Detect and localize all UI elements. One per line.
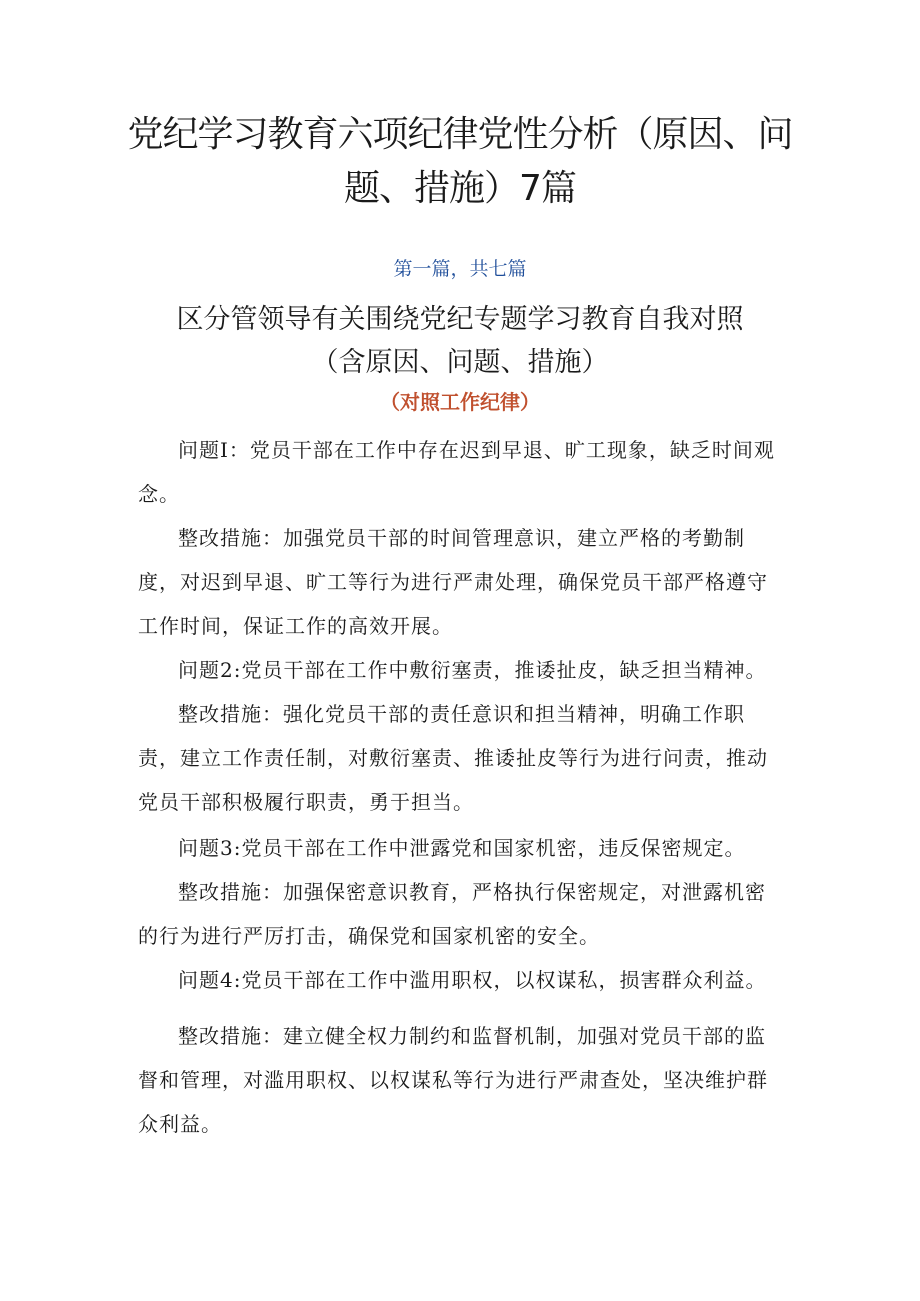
section-title: 区分管领导有关围绕党纪专题学习教育自我对照（含原因、问题、措施） [176,304,744,378]
problem-3-paragraph: 问题3:党员干部在工作中泄露党和国家机密，违反保密规定。 [178,836,746,860]
problem-4-paragraph: 问题4:党员干部在工作中滥用职权，以权谋私，损害群众利益。 [178,968,767,992]
document-title: 党纪学习教育六项纪律党性分析（原因、问题、措施）7篇 [127,114,793,209]
problem-2-paragraph: 问题2:党员干部在工作中敷衍塞责，推诿扯皮，缺乏担当精神。 [178,658,767,682]
section-subtitle: （对照工作纪律） [380,390,540,414]
problem-1-paragraph: 问题I：党员干部在工作中存在迟到早退、旷工现象，缺乏时间观念。 [138,438,775,506]
measure-1-paragraph: 整改措施：加强党员干部的时间管理意识，建立严格的考勤制度，对迟到早退、旷工等行为进行严肃处理，确保党员干部严格遵守工作时间，保证工作的高效开展。 [138,526,768,638]
measure-2-paragraph: 整改措施：强化党员干部的责任意识和担当精神，明确工作职责，建立工作责任制，对敷衍塞责、推诿扯皮等行为进行问责，推动党员干部积极履行职责，勇于担当。 [138,702,768,814]
measure-4-paragraph: 整改措施：建立健全权力制约和监督机制，加强对党员干部的监督和管理，对滥用职权、以权谋私等行为进行严肃查处，坚决维护群众利益。 [138,1024,768,1136]
section-label: 第一篇，共七篇 [393,258,527,280]
measure-3-paragraph: 整改措施：加强保密意识教育，严格执行保密规定，对泄露机密的行为进行严厉打击，确保党和国家机密的安全。 [138,880,766,948]
